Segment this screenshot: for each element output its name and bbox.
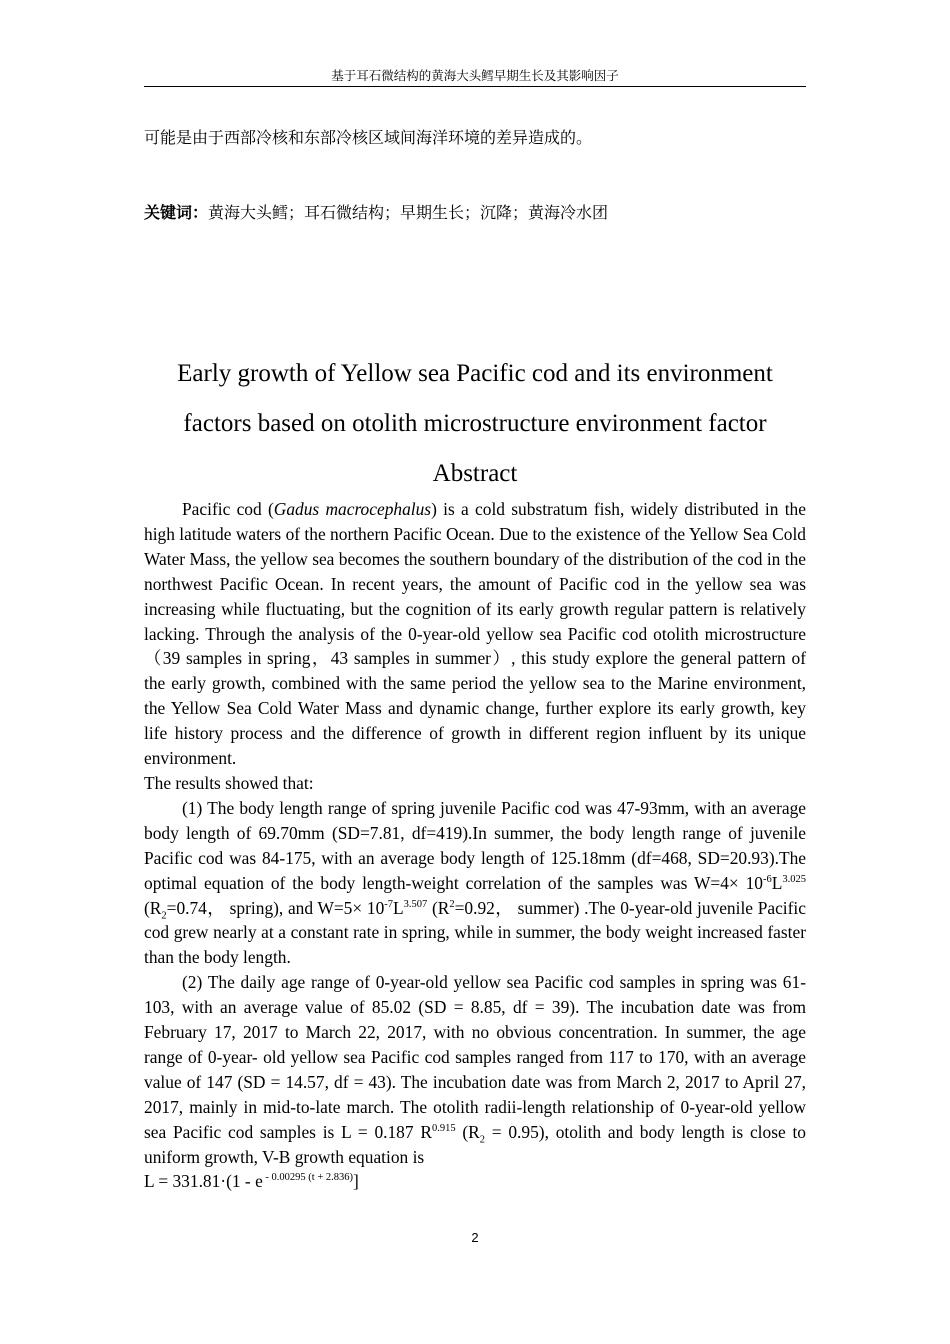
results-intro: The results showed that: [144, 772, 314, 793]
chinese-abstract-continuation: 可能是由于西部冷核和东部冷核区域间海洋环境的差异造成的。 [144, 128, 593, 147]
vb-growth-equation: L = 331.81·(1 - e $^{- 0.00295 (t + 2.836)}$] [144, 1171, 359, 1192]
keywords-label: 关键词： [144, 203, 209, 222]
english-title-line-1: Early growth of Yellow sea Pacific cod and its environment [177, 360, 773, 387]
page-number: 2 [471, 1230, 479, 1245]
chinese-keywords [144, 201, 608, 225]
result-paragraph-1: (1) The body length range of spring juvenile Pacific cod was 47-93mm, with an average body length of 69.70mm (SD=7.81, df=419).In summer, the body length range of juvenile Pacific cod was 84-175, with an average body length of 125.18mm (df=468, SD=20.93).The optimal equation of the body length-weight correlation of the samples was $W=4\times 10^{-6}L^{3.025}$ ($R_2=0.74$， spring), and $W=5\times 10^{-7}L^{3.507}$ ($R^2=0.92$， summer) .The 0-year-old juvenile Pacific cod grew nearly at a constant rate in spring, while in summer, the body weight increased faster than the body length. [144, 797, 806, 968]
abstract-paragraph-intro: Pacific cod (Gadus macrocephalus) is a cold substratum fish, widely distributed in the high latitude waters of the northern Pacific Ocean. Due to the existence of the Yellow Sea Cold Water Mass, the yellow sea becomes the southern boundary of the distribution of the cod in the northwest Pacific Ocean. In recent years, the amount of Pacific cod in the yellow sea was increasing while fluctuating, but the cognition of its early growth regular pattern is relatively lacking. Through the analysis of the 0-year-old yellow sea Pacific cod otolith microstructure（39 samples in spring，43 samples in summer）, this study explore the general pattern of the early growth, combined with the same period the yellow sea to the Marine environment, the Yellow Sea Cold Water Mass and dynamic change, further explore its early growth, key life history process and the difference of growth in different region influent by its unique environment. [144, 499, 806, 769]
header-rule [144, 86, 806, 87]
keywords-list: 黄海大头鳕；耳石微结构；早期生长；沉降；黄海冷水团 [208, 203, 609, 222]
result-paragraph-2: (2) The daily age range of 0-year-old yellow sea Pacific cod samples in spring was 61-103, with an average value of 85.02 (SD = 8.85, df = 39). The incubation date was from February 17, 2017 to March 22, 2017, with no obvious concentration. In summer, the age range of 0-year- old yellow sea Pacific cod samples ranged from 117 to 170, with an average value of 147 (SD = 14.57, df = 43). The incubation date was from March 2, 2017 to April 27, 2017, mainly in mid-to-late march. The otolith radii-length relationship of 0-year-old yellow sea Pacific cod samples is L = 0.187 $R^{0.915}$ $(R_2 = 0.95)$, otolith and body length is close to uniform growth, V-B growth equation is [144, 972, 806, 1167]
abstract-heading: Abstract [432, 460, 518, 487]
english-title-line-2: factors based on otolith microstructure environment factor [183, 410, 767, 437]
abstract-body [144, 497, 806, 1194]
running-header: 基于耳石微结构的黄海大头鳕早期生长及其影响因子 [331, 68, 619, 83]
species-name: Gadus macrocephalus [273, 499, 432, 519]
